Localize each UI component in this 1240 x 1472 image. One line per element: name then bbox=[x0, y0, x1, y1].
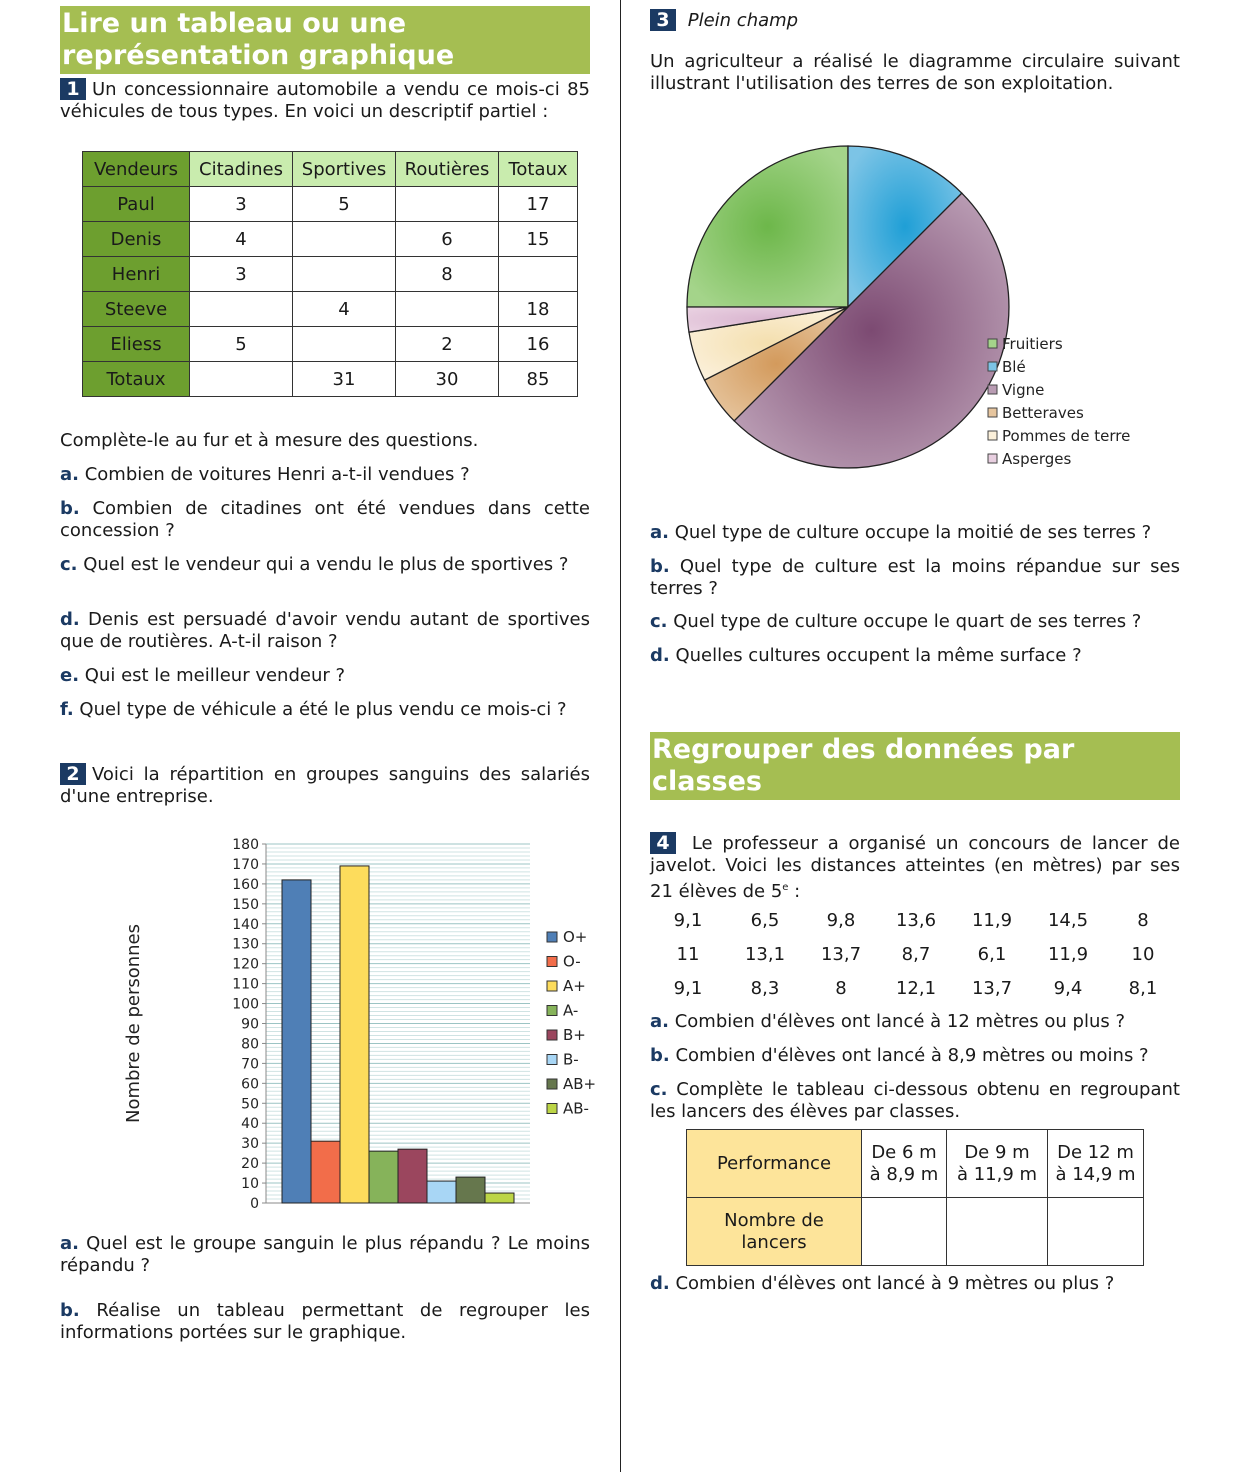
table-cell bbox=[293, 257, 396, 292]
distance-row bbox=[658, 944, 1178, 968]
table-row bbox=[83, 222, 578, 257]
question-text: Quel est le vendeur qui a vendu le plus de sportives ? bbox=[83, 554, 569, 575]
header-cell: Citadines bbox=[190, 152, 293, 187]
question-text: Quel est le groupe sanguin le plus répandu ? Le moins répandu ? bbox=[60, 1233, 590, 1276]
question-label: a. bbox=[60, 464, 79, 485]
distance-value: 9,1 bbox=[673, 978, 703, 999]
question-text: Quel type de véhicule a été le plus vendu ce mois-ci ? bbox=[79, 699, 567, 720]
table-cell: 15 bbox=[499, 222, 578, 257]
class-cell bbox=[1048, 1130, 1144, 1198]
count-cell bbox=[862, 1198, 947, 1266]
exercise-number: 2 bbox=[60, 763, 86, 785]
distance-value: 14,5 bbox=[1047, 910, 1089, 931]
bar-O+ bbox=[282, 880, 311, 1203]
bar-O- bbox=[311, 1141, 340, 1203]
bar-A+ bbox=[340, 866, 369, 1203]
table-row bbox=[83, 187, 578, 222]
exercise-4-intro bbox=[650, 832, 1180, 903]
pie-slice-Fruitiers bbox=[687, 146, 848, 307]
exercise-3-title-text: Plein champ bbox=[687, 10, 799, 31]
class-cell bbox=[862, 1130, 947, 1198]
y-tick-label: 110 bbox=[232, 976, 259, 993]
distance-value: 9,8 bbox=[826, 910, 856, 931]
question-text: Quel type de culture occupe le quart de ses terres ? bbox=[673, 611, 1142, 632]
question-text: Quel type de culture est la moins répandue sur ses terres ? bbox=[650, 556, 1180, 599]
table-cell: 8 bbox=[396, 257, 499, 292]
table-cell bbox=[190, 362, 293, 397]
row-label: Eliess bbox=[83, 327, 190, 362]
distance-value: 10 bbox=[1131, 944, 1155, 965]
table-cell: 18 bbox=[499, 292, 578, 327]
question-2a bbox=[60, 1233, 590, 1277]
legend-swatch bbox=[988, 385, 997, 394]
distance-value: 8,1 bbox=[1128, 978, 1158, 999]
legend-swatch bbox=[988, 431, 997, 440]
legend-swatch bbox=[547, 1104, 557, 1114]
distance-value: 11,9 bbox=[1047, 944, 1089, 965]
question-text: Réalise un tableau permettant de regrouper les informations portées sur le graphique. bbox=[60, 1300, 590, 1343]
count-label-line: lancers bbox=[741, 1231, 807, 1253]
table-cell: 16 bbox=[499, 327, 578, 362]
exercise-2-intro bbox=[60, 763, 590, 808]
legend-label: A+ bbox=[563, 977, 586, 995]
y-tick-label: 120 bbox=[232, 956, 259, 973]
exercise-number: 4 bbox=[650, 832, 676, 854]
distance-value: 13,1 bbox=[744, 944, 786, 965]
legend-label: B- bbox=[563, 1050, 579, 1069]
exercise-3-title bbox=[650, 9, 1180, 32]
legend-swatch bbox=[988, 339, 997, 348]
land-use-pie-chart bbox=[680, 140, 1180, 480]
question-text: Combien d'élèves ont lancé à 9 mètres ou plus ? bbox=[675, 1273, 1115, 1294]
bar-AB- bbox=[485, 1193, 514, 1203]
y-tick-label: 60 bbox=[241, 1076, 259, 1093]
class-line: De 9 m bbox=[964, 1141, 1030, 1163]
question-text: Combien d'élèves ont lancé à 8,9 mètres ou moins ? bbox=[675, 1045, 1149, 1066]
y-tick-label: 150 bbox=[232, 896, 259, 913]
class-line: à 14,9 m bbox=[1055, 1163, 1136, 1185]
y-tick-label: 0 bbox=[250, 1196, 259, 1212]
y-tick-label: 10 bbox=[241, 1176, 259, 1193]
distance-value: 6,5 bbox=[750, 910, 780, 931]
distance-value: 9,4 bbox=[1053, 978, 1083, 999]
question-text: Quelles cultures occupent la même surface ? bbox=[675, 645, 1082, 666]
question-label: c. bbox=[650, 611, 668, 632]
class-line: à 8,9 m bbox=[869, 1163, 939, 1185]
sales-table-header-row bbox=[83, 152, 578, 187]
table-cell: 17 bbox=[499, 187, 578, 222]
sales-table bbox=[82, 151, 578, 397]
section-title-line1: Regrouper des données par bbox=[652, 734, 1075, 765]
y-tick-label: 80 bbox=[241, 1036, 259, 1053]
performance-count-row bbox=[687, 1198, 1144, 1266]
table-cell: 31 bbox=[293, 362, 396, 397]
exercise-number: 1 bbox=[60, 78, 86, 100]
table-row bbox=[83, 292, 578, 327]
bar-A- bbox=[369, 1151, 398, 1203]
legend-swatch bbox=[547, 957, 557, 967]
question-label: b. bbox=[60, 1300, 80, 1321]
distance-row bbox=[658, 978, 1178, 1002]
legend-swatch bbox=[988, 362, 997, 371]
y-axis-label: Nombre de personnes bbox=[123, 923, 144, 1124]
distance-value: 13,7 bbox=[820, 944, 862, 965]
legend-swatch bbox=[988, 454, 997, 463]
count-label-line: Nombre de bbox=[724, 1209, 824, 1231]
y-tick-label: 50 bbox=[241, 1096, 259, 1113]
legend-label: Betteraves bbox=[1002, 404, 1084, 422]
bar-B- bbox=[427, 1181, 456, 1203]
bar-B+ bbox=[398, 1149, 427, 1203]
question-1b bbox=[60, 498, 590, 542]
table-cell: 4 bbox=[293, 292, 396, 327]
distance-value: 8 bbox=[835, 978, 847, 999]
question-text: Combien d'élèves ont lancé à 12 mètres ou plus ? bbox=[674, 1011, 1125, 1032]
question-2b bbox=[60, 1300, 590, 1344]
question-4b bbox=[650, 1045, 1180, 1067]
question-label: d. bbox=[650, 645, 670, 666]
section-title-banner bbox=[650, 732, 1180, 800]
legend-swatch bbox=[547, 932, 557, 942]
legend-swatch bbox=[988, 408, 997, 417]
y-tick-label: 140 bbox=[232, 916, 259, 933]
question-1d bbox=[60, 609, 590, 653]
row-label: Denis bbox=[83, 222, 190, 257]
distance-value: 13,6 bbox=[895, 910, 937, 931]
performance-table bbox=[686, 1129, 1144, 1266]
y-tick-label: 100 bbox=[232, 996, 259, 1013]
table-cell bbox=[396, 187, 499, 222]
question-4c bbox=[650, 1079, 1180, 1123]
question-label: c. bbox=[650, 1079, 668, 1100]
blood-group-bar-chart bbox=[120, 830, 597, 1220]
table-cell: 85 bbox=[499, 362, 578, 397]
row-label: Henri bbox=[83, 257, 190, 292]
class-line: De 6 m bbox=[871, 1141, 937, 1163]
legend-swatch bbox=[547, 981, 557, 991]
exercise-3-intro: Un agriculteur a réalisé le diagramme circulaire suivant illustrant l'utilisation des terres de son exploitation. bbox=[650, 51, 1180, 94]
table-cell bbox=[396, 292, 499, 327]
table-cell: 3 bbox=[190, 187, 293, 222]
distance-value: 8,7 bbox=[901, 944, 931, 965]
y-tick-label: 40 bbox=[241, 1116, 259, 1133]
distance-value: 12,1 bbox=[895, 978, 937, 999]
question-4a bbox=[650, 1011, 1180, 1033]
question-label: d. bbox=[60, 609, 80, 630]
legend-label: O- bbox=[563, 952, 581, 971]
question-label: b. bbox=[650, 1045, 670, 1066]
header-cell: Sportives bbox=[293, 152, 396, 187]
y-tick-label: 170 bbox=[232, 856, 259, 873]
count-cell bbox=[947, 1198, 1048, 1266]
count-cell bbox=[1048, 1198, 1144, 1266]
header-cell: Routières bbox=[396, 152, 499, 187]
superscript: e bbox=[782, 882, 789, 893]
table-cell bbox=[293, 222, 396, 257]
exercise-4-intro-end: : bbox=[788, 881, 801, 902]
question-text: Combien de citadines ont été vendues dans cette concession ? bbox=[60, 498, 590, 541]
question-label: c. bbox=[60, 554, 78, 575]
question-1e bbox=[60, 665, 590, 687]
table-row bbox=[83, 362, 578, 397]
question-label: b. bbox=[650, 556, 670, 577]
table-cell bbox=[190, 292, 293, 327]
table-cell: 3 bbox=[190, 257, 293, 292]
question-text: Combien de voitures Henri a-t-il vendues ? bbox=[84, 464, 470, 485]
distance-value: 8,3 bbox=[750, 978, 780, 999]
legend-label: Blé bbox=[1002, 358, 1026, 376]
row-label: Paul bbox=[83, 187, 190, 222]
question-text: Quel type de culture occupe la moitié de ses terres ? bbox=[674, 522, 1152, 543]
legend-label: O+ bbox=[563, 928, 588, 946]
distance-value: 8 bbox=[1137, 910, 1149, 931]
legend-swatch bbox=[547, 1055, 557, 1065]
question-3b bbox=[650, 556, 1180, 600]
legend-label: Vigne bbox=[1002, 381, 1045, 399]
legend-label: AB+ bbox=[563, 1075, 597, 1093]
distance-value: 11,9 bbox=[971, 910, 1013, 931]
question-3a bbox=[650, 522, 1180, 544]
header-cell: Totaux bbox=[499, 152, 578, 187]
y-tick-label: 20 bbox=[241, 1156, 259, 1173]
question-text: Qui est le meilleur vendeur ? bbox=[84, 665, 346, 686]
legend-label: B+ bbox=[563, 1026, 586, 1044]
distance-value: 13,7 bbox=[971, 978, 1013, 999]
legend-label: A- bbox=[563, 1001, 579, 1020]
exercise-2-intro-text: Voici la répartition en groupes sanguins des salariés d'une entreprise. bbox=[60, 764, 590, 807]
count-label bbox=[687, 1198, 862, 1266]
section-title-banner bbox=[60, 6, 590, 74]
bar-AB+ bbox=[456, 1177, 485, 1203]
legend-swatch bbox=[547, 1030, 557, 1040]
header-cell: Vendeurs bbox=[83, 152, 190, 187]
legend-label: Pommes de terre bbox=[1002, 427, 1131, 445]
question-label: e. bbox=[60, 665, 80, 686]
question-1c bbox=[60, 554, 590, 576]
table-cell: 6 bbox=[396, 222, 499, 257]
exercise-number: 3 bbox=[650, 9, 676, 31]
section-title-line2: classes bbox=[652, 766, 763, 797]
y-tick-label: 180 bbox=[232, 837, 259, 853]
table-row bbox=[83, 257, 578, 292]
distance-row bbox=[658, 910, 1178, 934]
table-cell bbox=[293, 327, 396, 362]
performance-label: Performance bbox=[687, 1130, 862, 1198]
table-cell: 2 bbox=[396, 327, 499, 362]
legend-swatch bbox=[547, 1079, 557, 1089]
legend-label: AB- bbox=[563, 1099, 589, 1118]
table-row bbox=[83, 327, 578, 362]
table-cell bbox=[499, 257, 578, 292]
question-text: Denis est persuadé d'avoir vendu autant de sportives que de routières. A-t-il raison ? bbox=[60, 609, 590, 652]
row-label: Totaux bbox=[83, 362, 190, 397]
distance-value: 6,1 bbox=[977, 944, 1007, 965]
class-line: à 11,9 m bbox=[956, 1163, 1038, 1185]
question-1a bbox=[60, 464, 590, 486]
exercise-1-intro-text: Un concessionnaire automobile a vendu ce mois-ci 85 véhicules de tous types. En voici un descriptif partiel : bbox=[60, 79, 590, 122]
table-cell: 5 bbox=[190, 327, 293, 362]
section-title-line2: représentation graphique bbox=[62, 40, 455, 71]
question-text: Complète le tableau ci-dessous obtenu en regroupant les lancers des élèves par classes. bbox=[650, 1079, 1180, 1122]
section-title-line1: Lire un tableau ou une bbox=[62, 8, 407, 39]
question-label: b. bbox=[60, 498, 80, 519]
y-tick-label: 160 bbox=[232, 876, 259, 893]
question-label: d. bbox=[650, 1273, 670, 1294]
question-label: a. bbox=[650, 1011, 669, 1032]
class-cell bbox=[947, 1130, 1048, 1198]
question-label: a. bbox=[60, 1233, 79, 1254]
y-tick-label: 90 bbox=[241, 1016, 259, 1033]
legend-label: Fruitiers bbox=[1002, 335, 1063, 353]
exercise-4-intro-text: Le professeur a organisé un concours de lancer de javelot. Voici les distances atteintes (en mètres) par ses 21 élèves de 5 bbox=[650, 833, 1180, 902]
table-cell: 4 bbox=[190, 222, 293, 257]
legend-swatch bbox=[547, 1006, 557, 1016]
legend-label: Asperges bbox=[1002, 450, 1072, 468]
y-tick-label: 70 bbox=[241, 1056, 259, 1073]
complete-instruction: Complète-le au fur et à mesure des questions. bbox=[60, 430, 479, 451]
question-label: f. bbox=[60, 699, 74, 720]
question-1f bbox=[60, 699, 590, 721]
class-line: De 12 m bbox=[1057, 1141, 1134, 1163]
question-label: a. bbox=[650, 522, 669, 543]
column-divider bbox=[620, 0, 621, 1472]
question-3c bbox=[650, 611, 1180, 633]
row-label: Steeve bbox=[83, 292, 190, 327]
distance-value: 9,1 bbox=[673, 910, 703, 931]
question-4d bbox=[650, 1273, 1180, 1295]
table-cell: 30 bbox=[396, 362, 499, 397]
y-tick-label: 30 bbox=[241, 1136, 259, 1153]
question-3d bbox=[650, 645, 1180, 667]
performance-header-row bbox=[687, 1130, 1144, 1198]
distance-value: 11 bbox=[676, 944, 700, 965]
exercise-1-intro bbox=[60, 78, 590, 123]
table-cell: 5 bbox=[293, 187, 396, 222]
y-tick-label: 130 bbox=[232, 936, 259, 953]
